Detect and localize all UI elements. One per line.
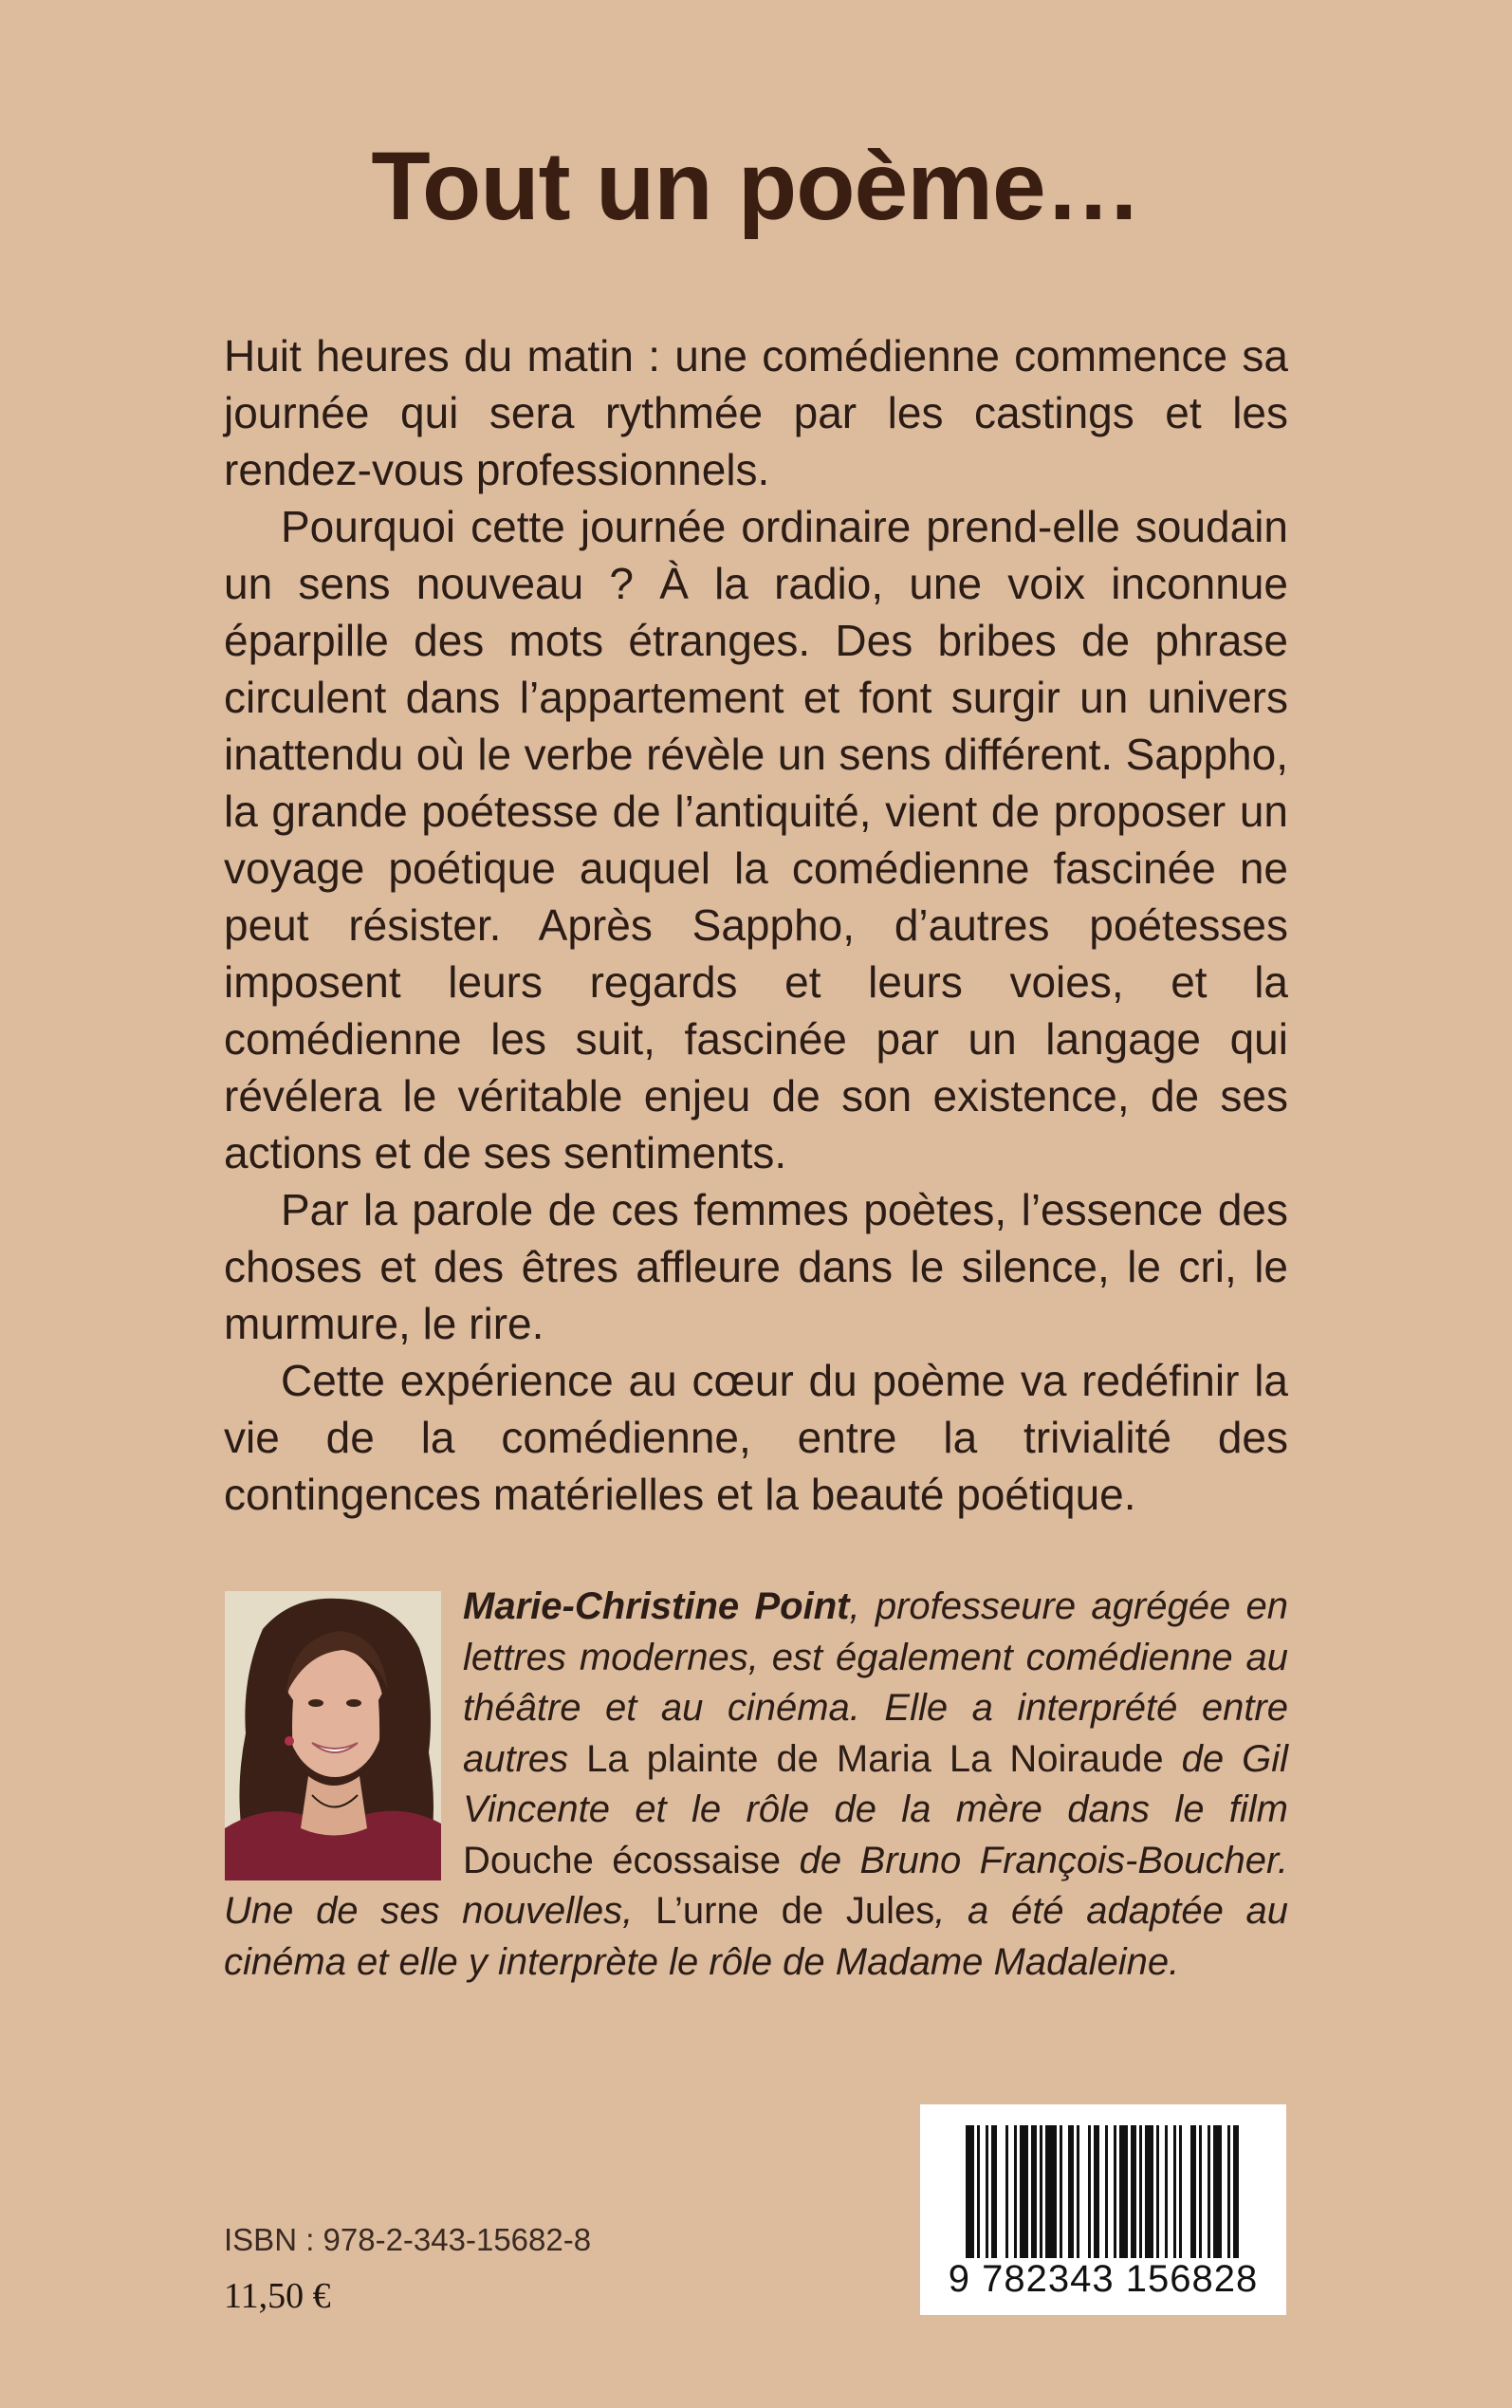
barcode-bar (1020, 2125, 1028, 2258)
blurb-paragraph-4: Cette expérience au cœur du poème va redéfinir la vie de la comédienne, entre la trivialité des contingences matérielles et la beauté poétique. (224, 1356, 1288, 1519)
barcode-bar (1040, 2125, 1042, 2258)
barcode-digits: 9 782343 156828 (948, 2258, 1259, 2300)
barcode-bar (1060, 2125, 1062, 2258)
back-cover-blurb (224, 327, 1288, 1523)
author-bio-text-2: de Gil Vincente et le rôle de la mère dans le film (463, 1737, 1288, 1830)
author-bio-text-4: , a été adaptée au cinéma et elle y interprète le rôle de Madame Madaleine. (224, 1890, 1289, 1983)
author-work-2: Douche écossaise (463, 1839, 782, 1881)
blurb-paragraph-2: Pourquoi cette journée ordinaire prend-elle soudain un sens nouveau ? À la radio, une voix inconnue éparpille des mots étranges. Des bribes de phrase circulent dans l’appartement et font surgir un univers inattendu où le verbe révèle un sens différent. Sappho, la grande poétesse de l’antiquité, vient de proposer un voyage poétique auquel la comédienne fascinée ne peut résister. Après Sappho, d’autres poétesses imposent leurs regards et leurs voies, et la comédienne les suit, fascinée par un langage qui révélera le véritable enjeu de son existence, de ses actions et de ses sentiments. (224, 502, 1288, 1177)
barcode-bar (1145, 2125, 1153, 2258)
barcode-bar (1165, 2125, 1168, 2258)
barcode-bar (1114, 2125, 1116, 2258)
barcode-bar (1005, 2125, 1008, 2258)
author-bio (224, 1582, 1288, 1988)
barcode-bar (1173, 2125, 1176, 2258)
barcode-bar (1088, 2125, 1091, 2258)
barcode-bar (966, 2125, 974, 2258)
barcode-bar (1094, 2125, 1099, 2258)
photo-spacer (224, 1582, 463, 1883)
author-name: Marie-Christine Point (463, 1585, 850, 1627)
isbn-text: ISBN : 978-2-343-15682-8 (224, 2222, 592, 2257)
price-text: 11,50 € (224, 2276, 331, 2316)
barcode-bar (1208, 2125, 1210, 2258)
barcode-bar (991, 2125, 997, 2258)
blurb-paragraph-3: Par la parole de ces femmes poètes, l’essence des choses et des êtres affleure dans le silence, le cri, le murmure, le rire. (224, 1185, 1288, 1348)
barcode (920, 2104, 1286, 2315)
barcode-bar (1190, 2125, 1196, 2258)
barcode-bar (1068, 2125, 1074, 2258)
author-work-3: L’urne de Jules (655, 1890, 935, 1932)
blurb-paragraph-1: Huit heures du matin : une comédienne commence sa journée qui sera rythmée par les castings et les rendez-vous professionnels. (224, 331, 1288, 494)
barcode-bar (1031, 2125, 1037, 2258)
barcode-bar (986, 2125, 988, 2258)
author-bio-text-3: de Bruno François-Boucher. Une de ses nouvelles, (224, 1839, 1288, 1932)
barcode-bar (1233, 2125, 1239, 2258)
barcode-bar (1139, 2125, 1142, 2258)
barcode-bar (1105, 2125, 1108, 2258)
barcode-bar (1227, 2125, 1230, 2258)
author-bio-text-1: , professeure agrégée en lettres modernes, est également comédienne au théâtre et au cinéma. Elle a interprété entre autres (463, 1585, 1288, 1780)
barcode-bar (1014, 2125, 1017, 2258)
book-title: Tout un poème… (371, 132, 1141, 240)
author-work-1: La plainte de Maria La Noiraude (586, 1737, 1164, 1780)
barcode-bar (1156, 2125, 1159, 2258)
barcode-bar (977, 2125, 980, 2258)
barcode-bar (1131, 2125, 1136, 2258)
barcode-bar (1199, 2125, 1202, 2258)
barcode-bar (1213, 2125, 1222, 2258)
barcode-bar (1179, 2125, 1182, 2258)
barcode-bar (1045, 2125, 1057, 2258)
barcode-bar (1077, 2125, 1079, 2258)
barcode-bar (1119, 2125, 1128, 2258)
